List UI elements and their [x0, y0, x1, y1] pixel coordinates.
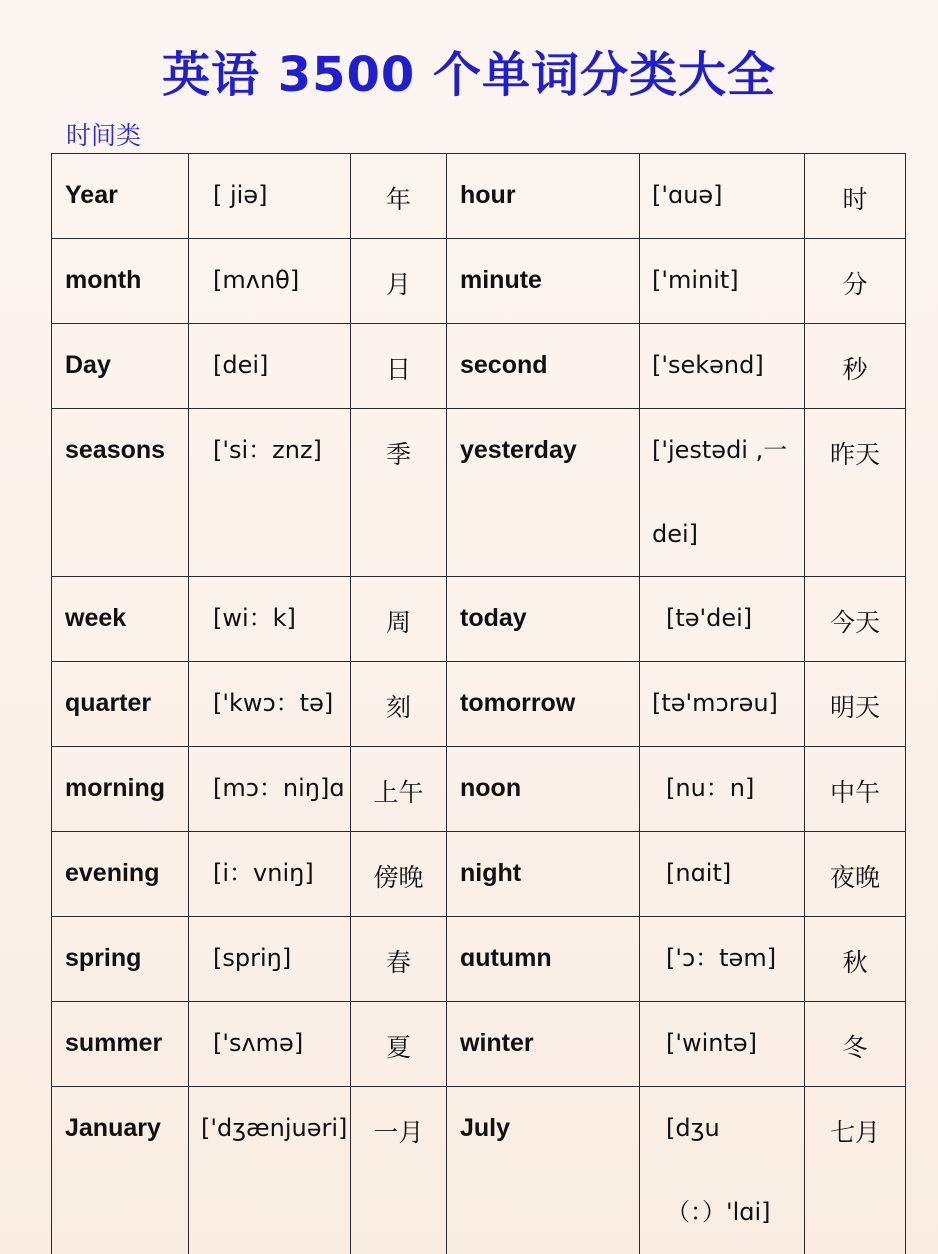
word-cell: minute [447, 239, 640, 324]
chinese-cell: 明天 [805, 662, 906, 747]
chinese-cell: 春 [351, 917, 447, 1002]
word-cell: seasons [52, 409, 189, 577]
chinese-cell: 季 [351, 409, 447, 577]
chinese-cell: 年 [351, 154, 447, 239]
chinese-cell: 昨天 [805, 409, 906, 577]
word-cell: spring [52, 917, 189, 1002]
word-cell: hour [447, 154, 640, 239]
word-cell: morning [52, 747, 189, 832]
table-row [52, 832, 906, 917]
table-row [52, 1002, 906, 1087]
word-cell: ɑutumn [447, 917, 640, 1002]
chinese-cell: 刻 [351, 662, 447, 747]
chinese-cell: 周 [351, 577, 447, 662]
table-row [52, 577, 906, 662]
chinese-cell: 夏 [351, 1002, 447, 1087]
word-cell: Year [52, 154, 189, 239]
word-cell: night [447, 832, 640, 917]
phonetic-cell: ['wintə] [640, 1002, 805, 1087]
word-cell: evening [52, 832, 189, 917]
word-cell: July [447, 1087, 640, 1254]
word-cell: noon [447, 747, 640, 832]
chinese-cell: 夜晚 [805, 832, 906, 917]
chinese-cell: 秋 [805, 917, 906, 1002]
phonetic-cell: [tə'mɔrəu] [640, 662, 805, 747]
table-row [52, 239, 906, 324]
chinese-cell: 上午 [351, 747, 447, 832]
word-cell: second [447, 324, 640, 409]
word-cell: summer [52, 1002, 189, 1087]
phonetic-cell: ['ɔ：təm] [640, 917, 805, 1002]
word-cell: winter [447, 1002, 640, 1087]
phonetic-cell: [nɑit] [640, 832, 805, 917]
chinese-cell: 分 [805, 239, 906, 324]
phonetic-cell: [spriŋ] [189, 917, 351, 1002]
chinese-cell: 一月 [351, 1087, 447, 1254]
word-cell: week [52, 577, 189, 662]
word-cell: month [52, 239, 189, 324]
table-row [52, 917, 906, 1002]
phonetic-cell: [dʒu（：）'lɑi] [640, 1087, 805, 1254]
chinese-cell: 秒 [805, 324, 906, 409]
phonetic-cell: ['ɑuə] [640, 154, 805, 239]
chinese-cell: 日 [351, 324, 447, 409]
word-cell: quarter [52, 662, 189, 747]
phonetic-cell: [ jiə] [189, 154, 351, 239]
word-cell: yesterday [447, 409, 640, 577]
chinese-cell: 月 [351, 239, 447, 324]
word-cell: tomorrow [447, 662, 640, 747]
phonetic-cell: [i：vniŋ] [189, 832, 351, 917]
table-row [52, 662, 906, 747]
phonetic-cell: [mʌnθ] [189, 239, 351, 324]
chinese-cell: 傍晚 [351, 832, 447, 917]
phonetic-cell: ['sʌmə] [189, 1002, 351, 1087]
word-cell: January [52, 1087, 189, 1254]
table-row [52, 1087, 906, 1254]
chinese-cell: 时 [805, 154, 906, 239]
phonetic-cell: ['si：znz] [189, 409, 351, 577]
word-cell: Day [52, 324, 189, 409]
chinese-cell: 七月 [805, 1087, 906, 1254]
page-title: 英语 3500 个单词分类大全 [161, 47, 777, 103]
phonetic-cell: ['dʒænjuəri] [189, 1087, 351, 1254]
phonetic-cell: [wi：k] [189, 577, 351, 662]
phonetic-cell: ['minit] [640, 239, 805, 324]
table-row [52, 154, 906, 239]
phonetic-cell: [tə'dei] [640, 577, 805, 662]
phonetic-cell: ['sekənd] [640, 324, 805, 409]
phonetic-cell: ['jestədi ,一dei] [640, 409, 805, 577]
table-row [52, 409, 906, 577]
vocab-table [51, 153, 906, 1254]
phonetic-cell: [mɔ：niŋ]ɑ [189, 747, 351, 832]
chinese-cell: 冬 [805, 1002, 906, 1087]
word-cell: today [447, 577, 640, 662]
phonetic-cell: [nu：n] [640, 747, 805, 832]
section-label: 时间类 [66, 121, 142, 150]
phonetic-cell: [dei] [189, 324, 351, 409]
phonetic-cell: ['kwɔ：tə] [189, 662, 351, 747]
table-row [52, 324, 906, 409]
chinese-cell: 今天 [805, 577, 906, 662]
table-row [52, 747, 906, 832]
chinese-cell: 中午 [805, 747, 906, 832]
